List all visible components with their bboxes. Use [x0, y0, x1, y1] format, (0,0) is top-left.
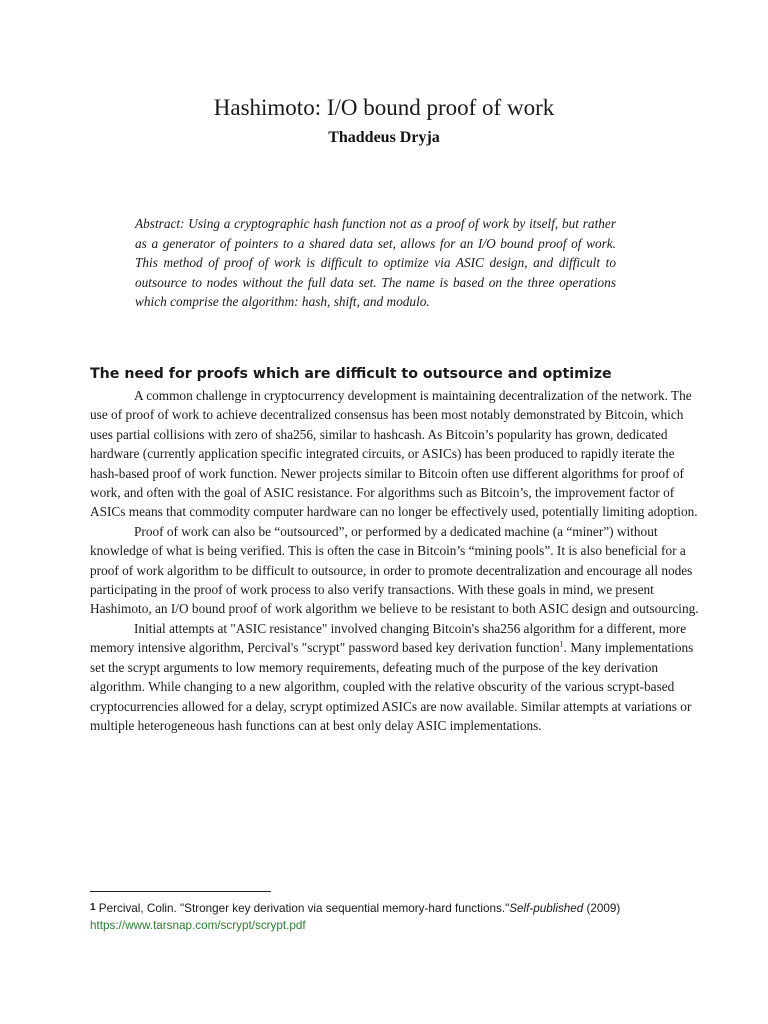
footnote-year: (2009) — [583, 902, 621, 915]
footnote-url-link[interactable]: https://www.tarsnap.com/scrypt/scrypt.pdf — [90, 919, 306, 932]
author-name: Thaddeus Dryja — [328, 129, 440, 146]
footnote — [90, 899, 710, 934]
footnote-citation — [90, 899, 710, 917]
paragraph-3-start: Initial attempts at "ASIC resistance" involved changing Bitcoin's sha256 algorithm for a different, more memory intensive algorithm, Percival's "scrypt" password based key derivation function — [90, 620, 687, 656]
footnote-source: Self-published — [509, 902, 584, 915]
abstract-text: Abstract: Using a cryptographic hash function not as a proof of work by itself, but rather as a generator of pointers to a shared data set, allows for an I/O bound proof of work. This method of proof of work is difficult to optimize via ASIC design, and difficult to outsource to nodes without the full data set. The name is based on the three operations which comprise the algorithm: hash, shift, and modulo. — [135, 216, 616, 310]
paragraph-3 — [90, 619, 702, 735]
section-heading: The need for proofs which are difficult to outsource and optimize — [90, 366, 612, 382]
abstract — [135, 214, 616, 312]
footnote-divider — [90, 891, 271, 892]
section-body — [90, 386, 702, 735]
footnote-number: 1 — [90, 902, 96, 913]
footnote-reference[interactable]: 1 — [559, 639, 564, 649]
paragraph-2: Proof of work can also be “outsourced”, or performed by a dedicated machine (a “miner”) without knowledge of what is being verified. This is often the case in Bitcoin’s “mining pools”. It is also beneficial for a proof of work algorithm to be difficult to outsource, in order to promote decentralization and encourage all nodes participating in the proof of work process to also verify transactions. With these goals in mind, we present Hashimoto, an I/O bound proof of work algorithm we believe to be resistant to both ASIC design and outsourcing. — [90, 523, 699, 617]
paper-title: Hashimoto: I/O bound proof of work — [213, 95, 555, 120]
paragraph-1: A common challenge in cryptocurrency development is maintaining decentralization of the network. The use of proof of work to achieve decentralized consensus has been most notably demonstrated by Bitcoin, which uses partial collisions with zero of sha256, similar to hashcash. As Bitcoin’s popularity has grown, dedicated hardware (currently application specific integrated circuits, or ASICs) has been produced to rapidly iterate the hash-based proof of work function. Newer projects similar to Bitcoin often use different algorithms for proof of work, and often with the goal of ASIC resistance. For algorithms such as Bitcoin’s, the improvement factor of ASICs means that commodity computer hardware can no longer be effectively used, potentially limiting adoption. — [90, 388, 698, 520]
footnote-text: Percival, Colin. "Stronger key derivation via sequential memory-hard functions." — [95, 902, 510, 915]
paragraph-3-end: . Many implementations set the scrypt arguments to low memory requirements, defeating much of the purpose of the key derivation algorithm. While changing to a new algorithm, coupled with the relative obscurity of the various scrypt-based cryptocurrencies allowed for a delay, scrypt optimized ASICs are now available. Similar attempts at variations or multiple heterogeneous hash functions can at best only delay ASIC implementations. — [90, 640, 694, 733]
